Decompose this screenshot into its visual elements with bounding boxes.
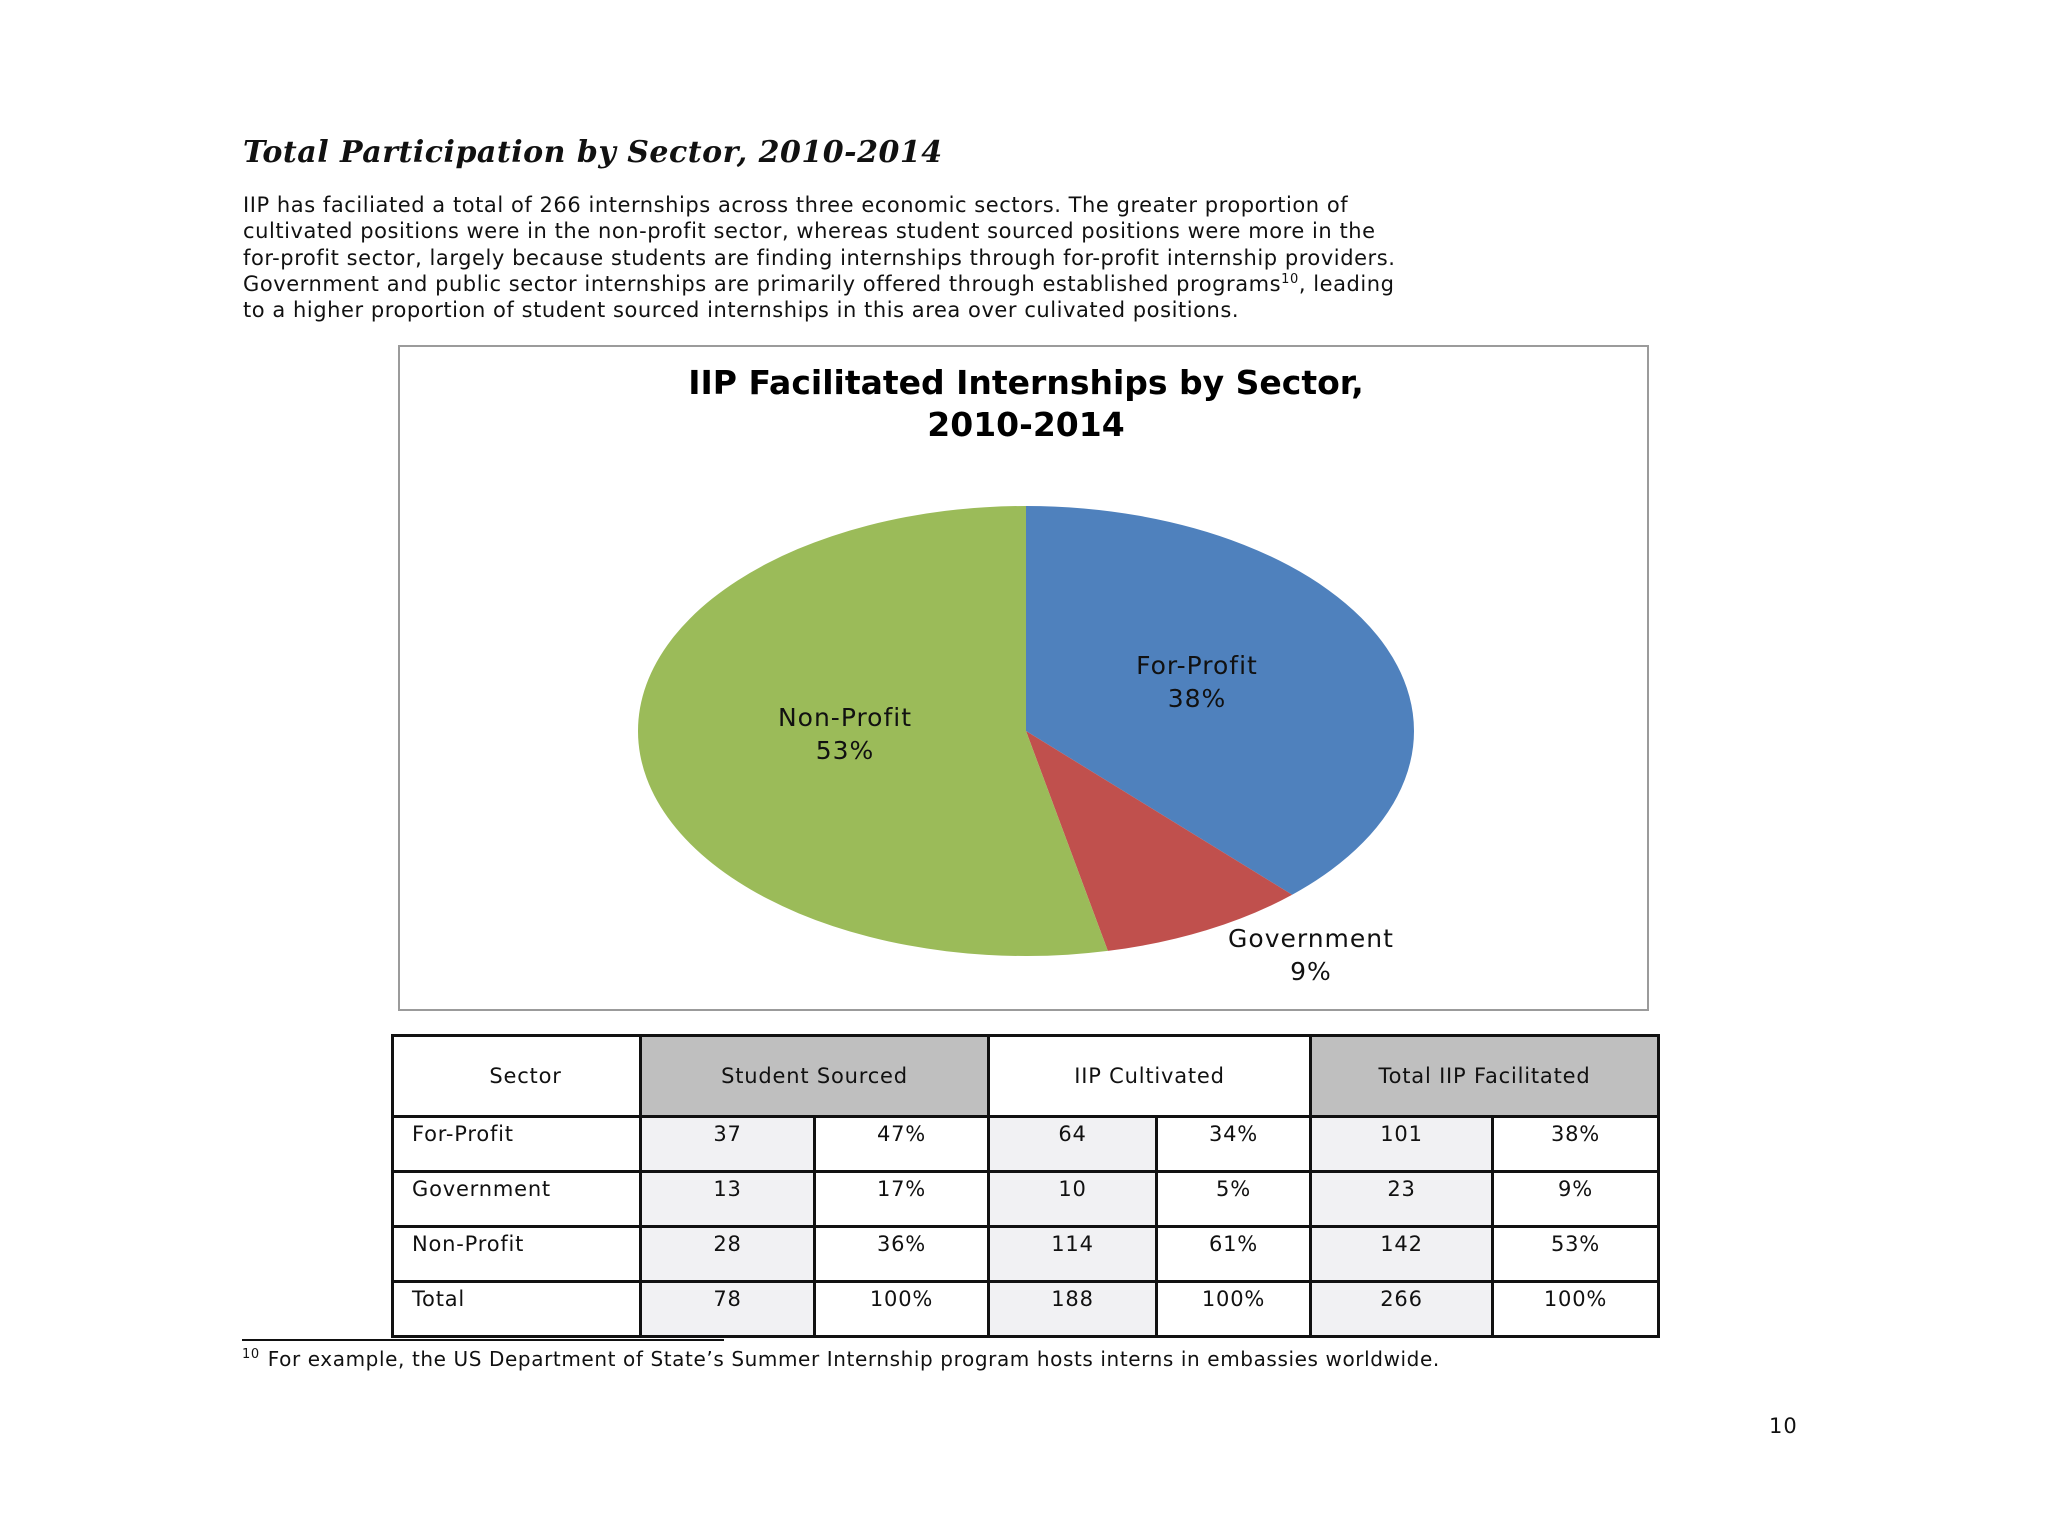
intro-paragraph (243, 192, 1823, 323)
table-header-row (393, 1036, 1659, 1117)
chart-title-line-2: 2010-2014 (927, 405, 1125, 444)
slice-label: Government (1228, 924, 1394, 953)
cell-total-count: 266 (1311, 1282, 1493, 1337)
header-total-iip-facilitated: Total IIP Facilitated (1311, 1036, 1659, 1117)
cell-ic-percent: 5% (1157, 1172, 1311, 1227)
pie-chart (400, 347, 1647, 1009)
footnote-text: For example, the US Department of State’s Summer Internship program hosts interns in embassies worldwide. (267, 1347, 1440, 1371)
footnote (242, 1347, 1440, 1371)
header-student-sourced: Student Sourced (641, 1036, 989, 1117)
cell-total-percent: 9% (1493, 1172, 1659, 1227)
cell-ic-count: 188 (989, 1282, 1157, 1337)
cell-ss-percent: 100% (815, 1282, 989, 1337)
slice-percent-label: 9% (1290, 957, 1332, 986)
sector-table (391, 1034, 1660, 1338)
table-row-total (393, 1282, 1659, 1337)
footnote-reference[interactable]: 10 (1281, 271, 1299, 287)
intro-text-part-1: IIP has faciliated a total of 266 internships across three economic sectors. The greater proportion of cultivated positions were in the non-profit sector, whereas student sourced positions were more in the for-profit sector, largely because students are finding internships through for-profit internship providers. Government and public sector internships are primarily offered through established programs (243, 193, 1396, 296)
row-sector: Total (393, 1282, 641, 1337)
pie-chart-container (398, 345, 1649, 1011)
row-sector: Government (393, 1172, 641, 1227)
footnote-separator (242, 1339, 724, 1341)
cell-ss-percent: 17% (815, 1172, 989, 1227)
cell-total-count: 23 (1311, 1172, 1493, 1227)
cell-ss-percent: 36% (815, 1227, 989, 1282)
cell-total-percent: 53% (1493, 1227, 1659, 1282)
cell-ic-count: 64 (989, 1117, 1157, 1172)
table-row (393, 1117, 1659, 1172)
slice-percent-label: 53% (815, 736, 875, 765)
slice-label: Non-Profit (777, 703, 913, 732)
cell-total-percent: 38% (1493, 1117, 1659, 1172)
row-sector: For-Profit (393, 1117, 641, 1172)
cell-ic-percent: 100% (1157, 1282, 1311, 1337)
slice-label: For-Profit (1136, 651, 1258, 680)
cell-ss-count: 28 (641, 1227, 815, 1282)
header-iip-cultivated: IIP Cultivated (989, 1036, 1311, 1117)
cell-total-percent: 100% (1493, 1282, 1659, 1337)
cell-ss-count: 37 (641, 1117, 815, 1172)
cell-ic-count: 114 (989, 1227, 1157, 1282)
cell-ic-percent: 34% (1157, 1117, 1311, 1172)
footnote-number: 10 (242, 1347, 260, 1363)
cell-total-count: 101 (1311, 1117, 1493, 1172)
slice-percent-label: 38% (1167, 684, 1227, 713)
cell-ss-count: 13 (641, 1172, 815, 1227)
row-sector: Non-Profit (393, 1227, 641, 1282)
cell-total-count: 142 (1311, 1227, 1493, 1282)
section-heading: Total Participation by Sector, 2010-2014 (243, 135, 943, 170)
cell-ic-count: 10 (989, 1172, 1157, 1227)
chart-title-line-1: IIP Facilitated Internships by Sector, (688, 363, 1364, 402)
table-row (393, 1227, 1659, 1282)
table-row (393, 1172, 1659, 1227)
cell-ss-count: 78 (641, 1282, 815, 1337)
page-number: 10 (1769, 1414, 1798, 1438)
cell-ic-percent: 61% (1157, 1227, 1311, 1282)
header-sector: Sector (393, 1036, 641, 1117)
cell-ss-percent: 47% (815, 1117, 989, 1172)
pie-slices (638, 506, 1414, 956)
intro-text-part-2: , leading to a higher proportion of student sourced internships in this area over culivated positions. (243, 271, 1395, 323)
